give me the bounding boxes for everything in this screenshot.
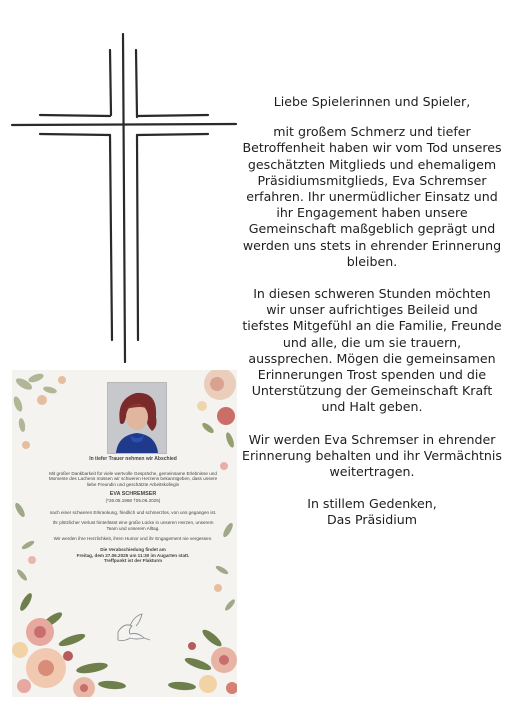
letter-paragraph-2: In diesen schweren Stunden möchten wir unser aufrichtiges Beileid und tiefstes Mitgefühl an die Familie, Freunde und alle, die um sie trauern, aussprechen. Mögen die gemeinsamen Erinnerungen Trost spenden und die Unterstützung der Gemeinschaft Kraft und Halt geben. [242,286,502,415]
card-name: EVA SCHREMSER [109,491,157,498]
card-line-2: Ihr plötzlicher Verlust hinterlässt eine große Lücke in unseren Herzen, unserem Team und unserem Alltag. [52,520,214,531]
mourning-card-text [48,457,218,569]
condolence-letter [242,94,502,529]
card-heading: In tiefer Trauer nehmen wir Abschied [89,456,177,462]
letter-greeting: Liebe Spielerinnen und Spieler, [273,94,471,109]
portrait-photo [107,382,167,454]
letter-closing: In stillem Gedenken, [307,496,437,512]
mourning-card [12,370,237,697]
card-line-3: Wir werden ihre Herzlichkeit, ihren Humor und ihr Engagement nie vergessen. [53,536,213,542]
letter-signature: Das Präsidium [326,512,418,528]
letter-paragraph-3: Wir werden Eva Schremser in ehrender Erinnerung behalten und ihr Vermächtnis weitertragen. [242,431,502,480]
card-farewell-3: Treffpunkt ist der Flakturm [103,558,163,564]
card-farewell-2: Freitag, dem 27.06.2025 um 11:30 im Augarten statt. [76,552,190,558]
card-farewell-1: Die Verabschiedung findet am [100,546,166,552]
dove-icon [118,614,150,641]
card-dates: (*26.05.1968 †05.06.2025) [105,497,161,503]
cross-icon [0,0,240,370]
card-line-1: nach einer schweren Erkrankung, friedlich und schmerzlos, von uns gegangen ist. [49,509,217,515]
card-intro: Mit großer Dankbarkeit für viele wertvolle Gespräche, gemeinsame Erlebnisse und Momente des Lachens müssen wir schweren Herzens bekanntgeben, dass unsere liebe Freundin und geschätzte Arbeitskollegin [48,470,218,487]
letter-paragraph-1: mit großem Schmerz und tiefer Betroffenheit haben wir vom Tod unseres geschätzten Mitglieds und ehemaligem Präsidiumsmitglieds, Eva Schremser erfahren. Ihr unermüdlicher Einsatz und ihr Engagement haben unsere Gemeinschaft maßgeblich geprägt und werden uns stets in ehrender Erinnerung bleiben. [242,124,502,269]
